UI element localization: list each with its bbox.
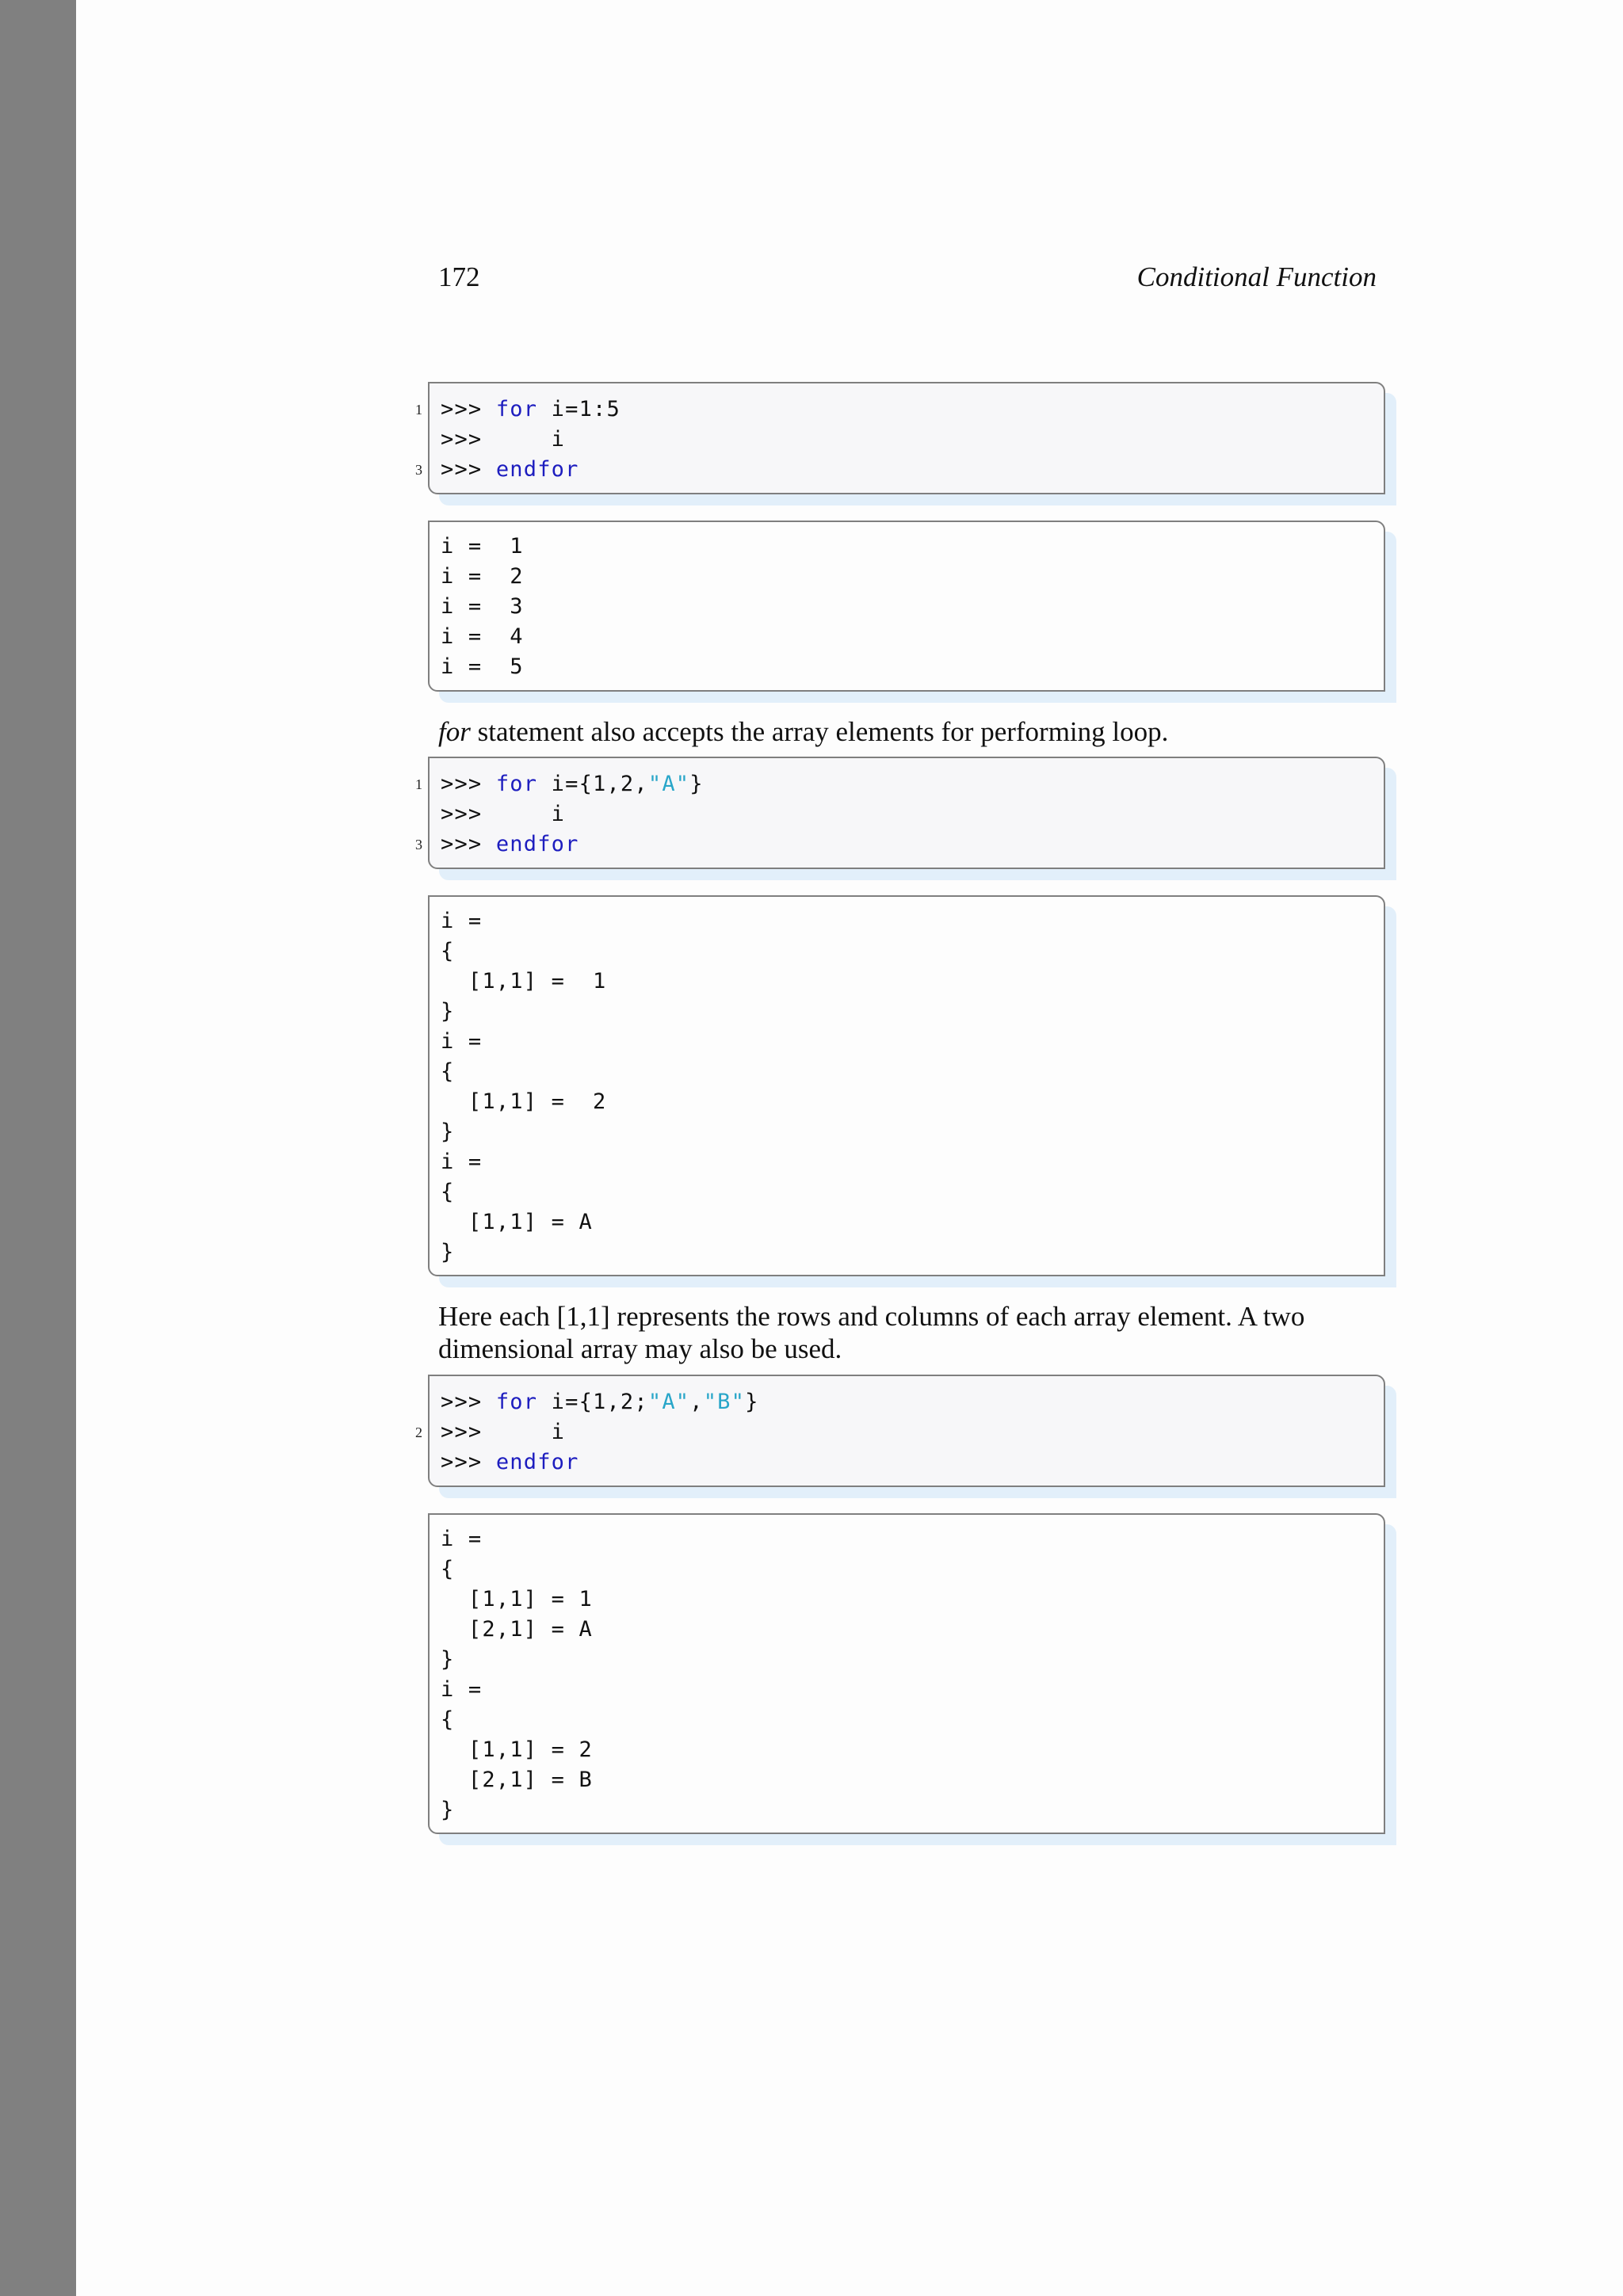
code-line: >>> endfor	[441, 832, 579, 856]
output-block-1	[428, 521, 1385, 692]
code-line: >>> for i={1,2;"A","B"}	[441, 1390, 759, 1414]
line-number: 1	[415, 776, 422, 792]
line-number: 3	[415, 462, 422, 478]
output-line: {	[441, 1059, 455, 1084]
output-line: [1,1] = A	[441, 1210, 594, 1234]
output-line: i = 5	[441, 654, 524, 679]
code-line: >>> i	[441, 1420, 566, 1444]
output-line: }	[441, 999, 455, 1024]
output-line: [2,1] = B	[441, 1768, 594, 1792]
output-line: [2,1] = A	[441, 1617, 594, 1642]
code-line: >>> for i=1:5	[441, 397, 621, 421]
output-line: i =	[441, 909, 483, 933]
code-line: >>> endfor	[441, 457, 579, 482]
code-line: >>> i	[441, 427, 566, 452]
output-line: {	[441, 1180, 455, 1204]
output-line: {	[441, 939, 455, 963]
output-line: i = 3	[441, 594, 524, 619]
output-block-3	[428, 1513, 1385, 1834]
output-line: i = 4	[441, 624, 524, 649]
line-number: 3	[415, 837, 422, 852]
line-number: 1	[415, 402, 422, 418]
output-block-2	[428, 895, 1385, 1276]
output-line: [1,1] = 2	[441, 1089, 607, 1114]
output-line: i = 2	[441, 564, 524, 589]
output-line: }	[441, 1119, 455, 1144]
running-head: Conditional Function	[1136, 261, 1377, 292]
output-line: {	[441, 1557, 455, 1581]
code-block-2	[415, 757, 1385, 869]
output-line: }	[441, 1240, 455, 1264]
output-line: i = 1	[441, 534, 524, 559]
output-line: [1,1] = 1	[441, 969, 607, 994]
output-line: [1,1] = 1	[441, 1587, 594, 1611]
output-line: [1,1] = 2	[441, 1737, 594, 1762]
paragraph-array-explanation: Here each [1,1] represents the rows and columns of each array element. A two dimensional array may also be used.	[438, 1301, 1305, 1364]
paragraph-for-arrays: for statement also accepts the array elements for performing loop.	[438, 716, 1169, 747]
output-line: }	[441, 1798, 455, 1822]
code-line: >>> i	[441, 802, 566, 826]
output-line: i =	[441, 1677, 483, 1702]
output-line: i =	[441, 1029, 483, 1054]
code-line: >>> endfor	[441, 1450, 579, 1474]
output-line: i =	[441, 1527, 483, 1551]
code-block-3	[415, 1375, 1385, 1487]
output-line: i =	[441, 1150, 483, 1174]
output-line: {	[441, 1707, 455, 1732]
line-number: 2	[415, 1425, 422, 1440]
code-line: >>> for i={1,2,"A"}	[441, 772, 704, 796]
page-margin-bar	[0, 0, 76, 2296]
output-line: }	[441, 1647, 455, 1672]
page-number: 172	[438, 261, 480, 292]
code-block-1	[415, 382, 1385, 494]
